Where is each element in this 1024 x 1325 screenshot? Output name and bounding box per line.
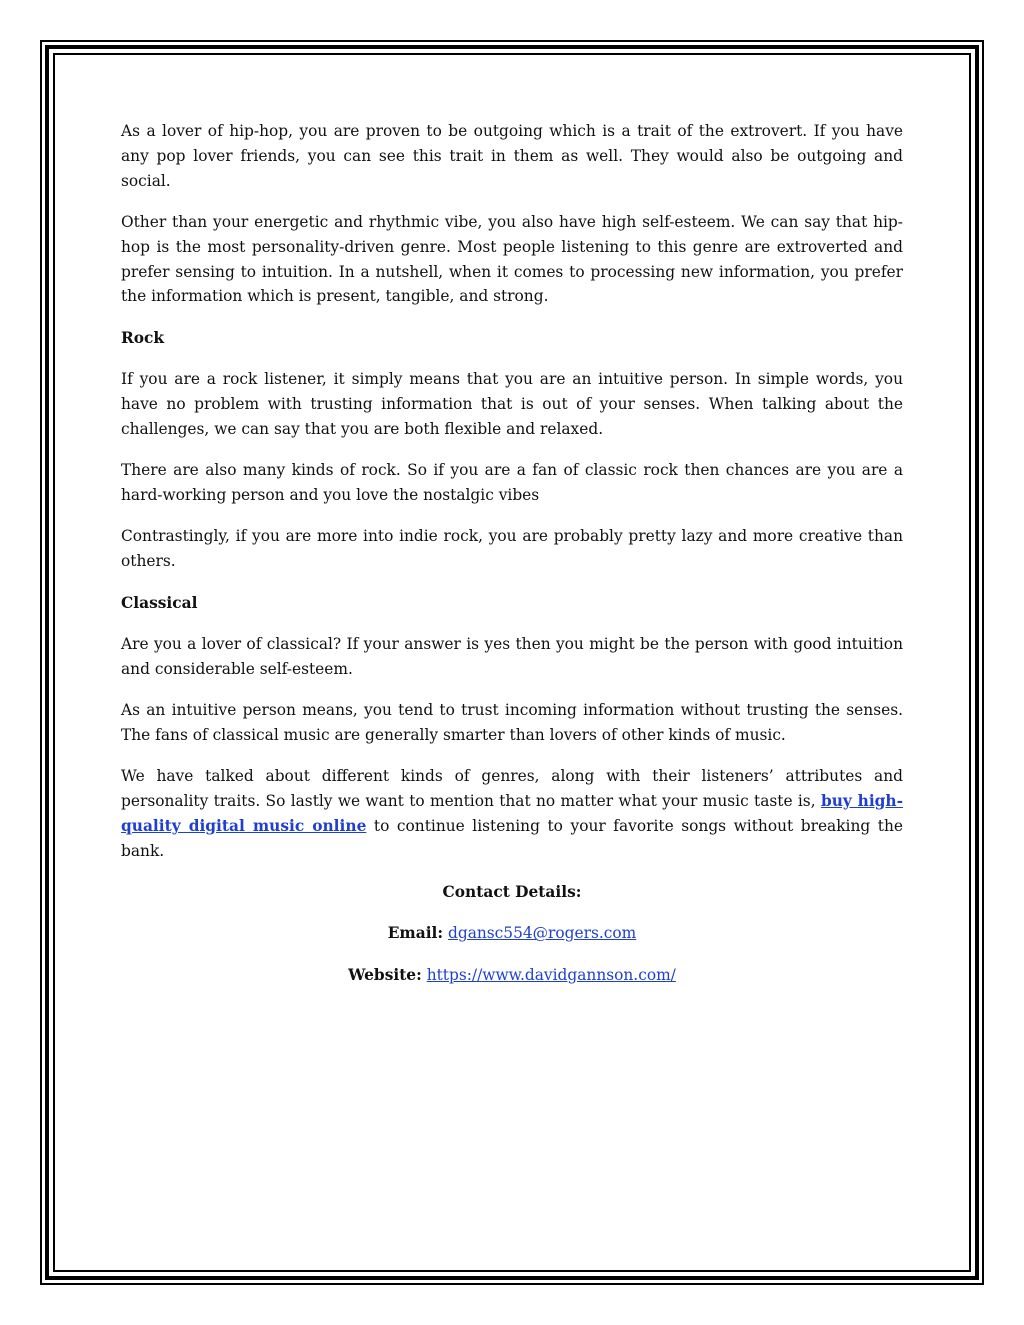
conclusion-text-after: to continue listening to your favorite songs without breaking the bank. (121, 816, 903, 860)
contact-website-line (121, 963, 903, 988)
website-label: Website: (348, 965, 422, 984)
email-label: Email: (387, 924, 444, 943)
heading-classical: Classical (121, 593, 198, 612)
paragraph-classical-intuitive: As an intuitive person means, you tend to trust incoming information without trusting the senses. The fans of classical music are generally smarter than lovers of other kinds of music. (121, 701, 903, 744)
paragraph-hiphop-extrovert: As a lover of hip-hop, you are proven to be outgoing which is a trait of the extrovert. If you have any pop lover friends, you can see this trait in them as well. They would also be outgoing and social. (121, 122, 903, 190)
website-link[interactable]: https://www.davidgannson.com/ (426, 965, 676, 984)
paragraph-rock-indie: Contrastingly, if you are more into indie rock, you are probably pretty lazy and more creative than others. (121, 527, 903, 571)
heading-rock: Rock (121, 328, 165, 347)
document-body (121, 119, 903, 1004)
buy-music-link[interactable]: buy high-quality digital music online (121, 792, 903, 835)
email-link[interactable]: dgansc554@rogers.com (447, 924, 637, 943)
contact-heading-text: Contact Details: (442, 883, 582, 902)
paragraph-rock-intuitive: If you are a rock listener, it simply means that you are an intuitive person. In simple words, you have no problem with trusting information that is out of your senses. When talking about the challenges, we can say that you are both flexible and relaxed. (121, 370, 903, 438)
paragraph-rock-classic: There are also many kinds of rock. So if you are a fan of classic rock then chances are you are a hard-working person and you love the nostalgic vibes (121, 461, 903, 504)
conclusion-text-before: We have talked about different kinds of genres, along with their listeners’ attributes and personality traits. So lastly we want to mention that no matter what your music taste is, (121, 767, 903, 811)
paragraph-classical-lover: Are you a lover of classical? If your answer is yes then you might be the person with good intuition and considerable self-esteem. (121, 634, 903, 678)
contact-email-line (121, 921, 903, 946)
paragraph-conclusion (121, 764, 903, 863)
contact-heading (121, 880, 903, 905)
paragraph-hiphop-self-esteem: Other than your energetic and rhythmic vibe, you also have high self-esteem. We can say that hip-hop is the most personality-driven genre. Most people listening to this genre are extroverted and prefer sensing to intuition. In a nutshell, when it comes to processing new information, you prefer the information which is present, tangible, and strong. (121, 212, 903, 306)
